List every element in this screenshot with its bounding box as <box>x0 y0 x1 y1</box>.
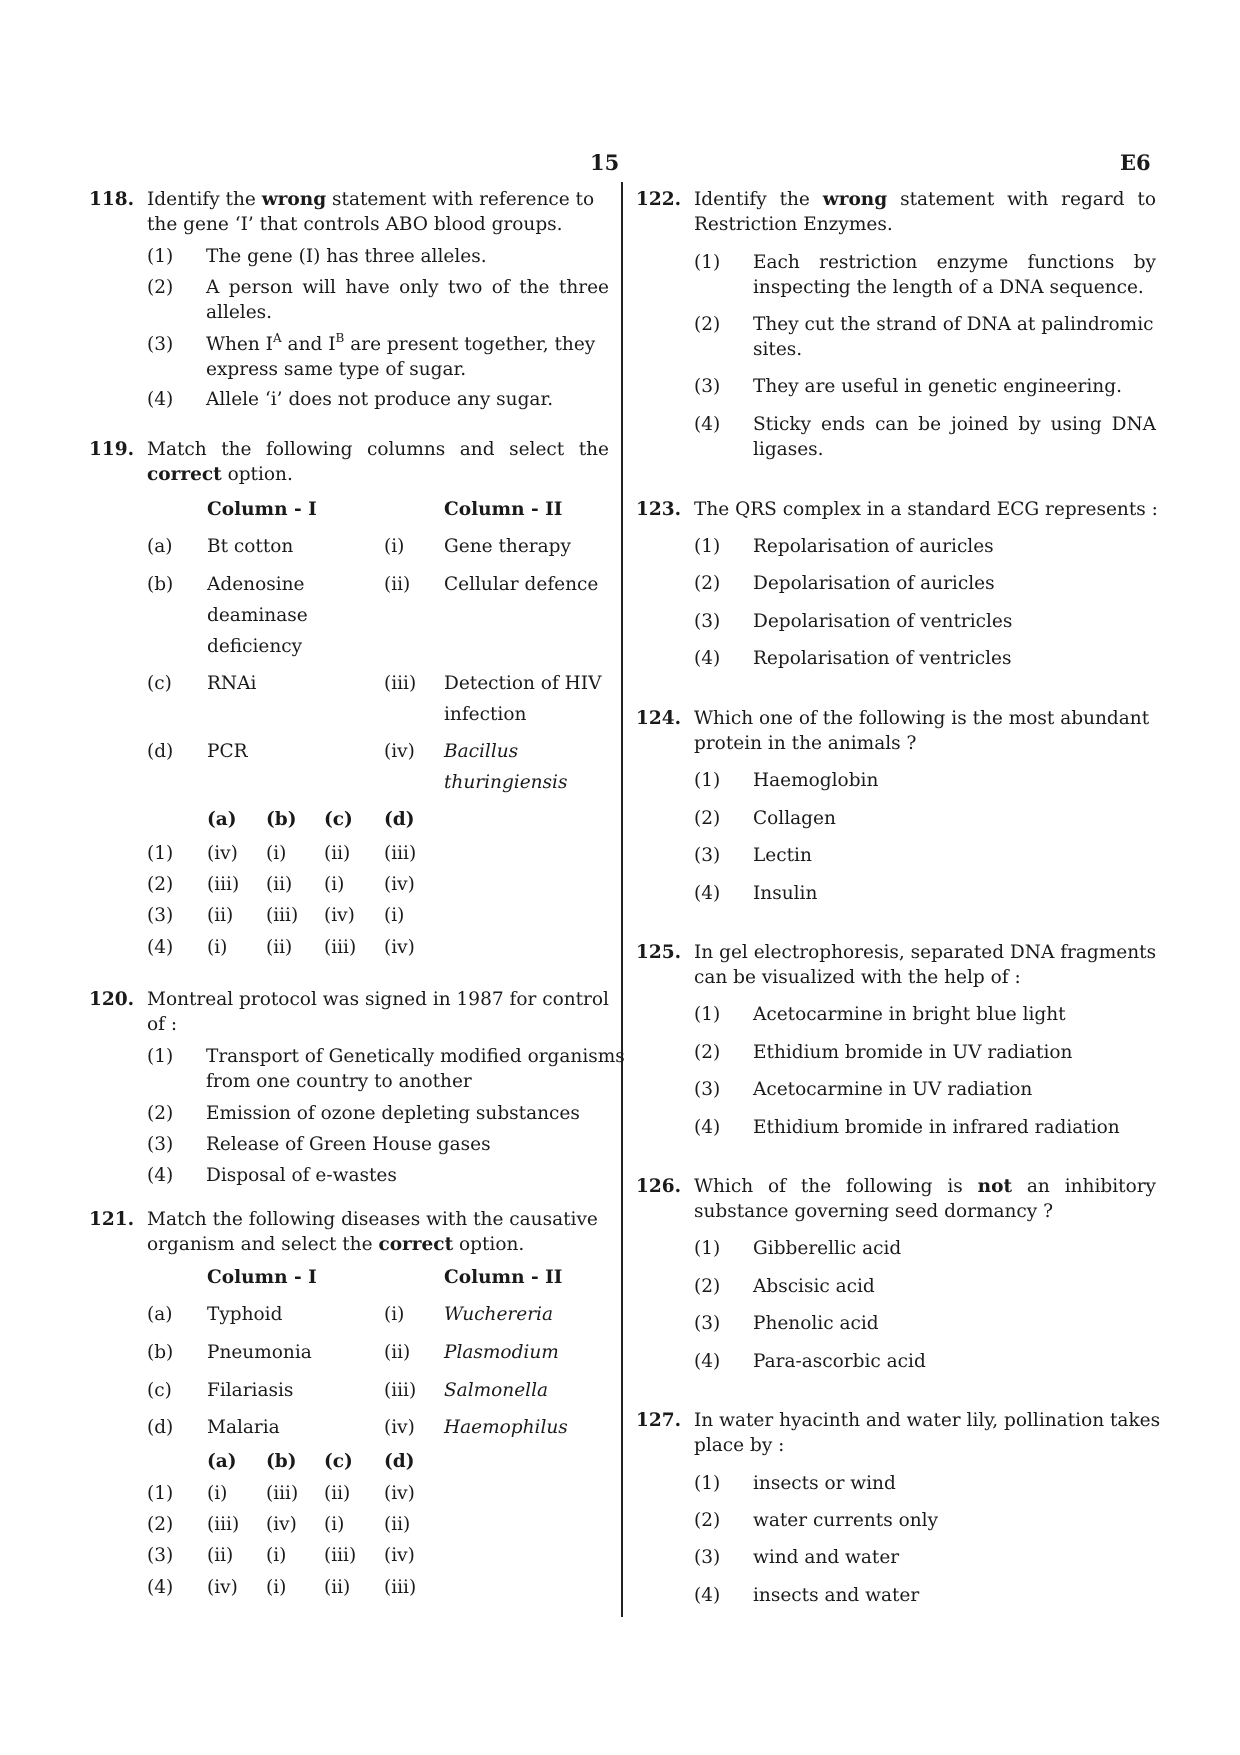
row-numeral: (iii) <box>384 673 417 694</box>
column-2-item: thuringiensis <box>444 772 568 793</box>
question-125: 125. In gel electrophoresis, separated DNA fragments can be visualized with the help of : (1) Acetocarmine in bright blue light (2) Ethidium bromide in UV radiation (3) Acetocarmine in UV radiation (4) Ethidium bromide in infrared radiation <box>636 942 1157 1138</box>
emphasis: not <box>977 1176 1013 1197</box>
question-text: In water hyacinth and water lily, pollination takes place by : <box>694 1410 1161 1456</box>
column-2-item: Wuchereria <box>444 1304 553 1325</box>
column-1-item: deaminase <box>207 605 308 626</box>
question-number: 121. <box>89 1209 135 1230</box>
column-2-header: Column - II <box>444 499 563 520</box>
question-118: 118. Identify the wrong statement with reference to the gene ‘I’ that controls ABO blood groups. (1) The gene (I) has three alleles. (2) A person will have only two of the three alleles. (3) When $I^A$ and $I^B$ are present together, they express same type of sugar. (4) Allele ‘i’ does not produce any sugar. <box>89 189 609 410</box>
answer-header: (c) <box>324 809 353 830</box>
answer-header: (a) <box>207 1451 237 1472</box>
question-number: 123. <box>636 499 682 520</box>
question-127: 127. In water hyacinth and water lily, pollination takes place by : (1) insects or wind (2) water currents only (3) wind and water (4) insects and water <box>636 1410 1161 1606</box>
row-key: (d) <box>147 1417 174 1438</box>
column-1-item: deficiency <box>207 636 303 657</box>
emphasis: correct <box>378 1234 454 1255</box>
emphasis: correct <box>147 464 222 485</box>
question-text: Which one of the following is the most abundant protein in the animals ? <box>694 708 1150 754</box>
column-1-item: Typhoid <box>207 1304 283 1325</box>
answer-header: (a) <box>207 809 237 830</box>
row-numeral: (i) <box>384 536 405 557</box>
question-121: 121. Match the following diseases with the causative organism and select the correct option. Column - I Column - II (a) Typhoid (i) Wuchereria (b) Pneumonia (ii) Plasmodium (c) Filariasis (iii) Salmonella (d) Malaria (iv) Haemophilus (a) (b) (c) (d) (1) (i) (iii) (ii) (iv) (2) (iii) (iv) (i) (ii) (3) (ii) (i) (iii) (iv) (4) (iv) (i) (ii) (iii) <box>89 1207 609 1607</box>
row-numeral: (iv) <box>384 741 415 762</box>
column-1-header: Column - I <box>207 1267 317 1288</box>
column-2-header: Column - II <box>444 1267 563 1288</box>
question-number: 119. <box>89 439 135 460</box>
row-numeral: (i) <box>384 1304 405 1325</box>
question-text: Identify the wrong statement with regard to Restriction Enzymes. <box>694 189 1156 235</box>
column-2-item: Haemophilus <box>444 1417 568 1438</box>
column-1-item: Malaria <box>207 1417 280 1438</box>
page-number: 15 <box>590 150 620 175</box>
column-1-item: RNAi <box>207 673 257 694</box>
question-number: 122. <box>636 189 682 210</box>
column-1-item: Bt cotton <box>207 536 294 557</box>
question-number: 126. <box>636 1176 682 1197</box>
question-text: Match the following columns and select the correct option. <box>147 439 609 485</box>
question-text: Which of the following is not an inhibitory substance governing seed dormancy ? <box>694 1176 1157 1222</box>
question-number: 118. <box>89 189 135 210</box>
question-119: 119. Match the following columns and select the correct option. Column - I Column - II (a) Bt cotton (i) Gene therapy (b) Adenosine deaminase deficiency (ii) Cellular defence (c) RNAi (iii) Detection of HIV infection (d) PCR (iv) Bacillus thuringiensis (a) (b) (c) (d) (1) (iv) (i) (ii) (iii) (2) (iii) (ii) (i) (iv) (3) (ii) (iii) (iv) (i) (4) (i) (ii) (iii) (iv) <box>89 439 609 958</box>
row-key: (b) <box>147 574 174 595</box>
question-number: 125. <box>636 942 682 963</box>
row-key: (c) <box>147 1380 172 1401</box>
answer-header: (b) <box>266 809 297 830</box>
emphasis: wrong <box>822 189 888 210</box>
column-1-item: Filariasis <box>207 1380 294 1401</box>
column-2-item: Plasmodium <box>444 1342 559 1363</box>
question-number: 120. <box>89 989 135 1010</box>
row-key: (a) <box>147 1304 173 1325</box>
row-key: (c) <box>147 673 172 694</box>
column-1-item: Pneumonia <box>207 1342 312 1363</box>
question-124: 124. Which one of the following is the most abundant protein in the animals ? (1) Haemoglobin (2) Collagen (3) Lectin (4) Insulin <box>636 706 1156 906</box>
question-text: Montreal protocol was signed in 1987 for control of : <box>147 989 609 1035</box>
question-number: 124. <box>636 708 682 729</box>
question-text: The QRS complex in a standard ECG represents : <box>694 499 1158 520</box>
row-key: (a) <box>147 536 173 557</box>
question-text: In gel electrophoresis, separated DNA fragments can be visualized with the help of : <box>694 942 1157 988</box>
answer-header: (c) <box>324 1451 353 1472</box>
question-126: 126. Which of the following is not an inhibitory substance governing seed dormancy ? (1) Gibberellic acid (2) Abscisic acid (3) Phenolic acid (4) Para-ascorbic acid <box>636 1176 1157 1372</box>
column-2-item: Salmonella <box>444 1380 549 1401</box>
answer-header: (d) <box>384 1451 415 1472</box>
row-numeral: (iv) <box>384 1417 415 1438</box>
column-2-item: Gene therapy <box>444 536 571 557</box>
answer-header: (b) <box>266 1451 297 1472</box>
row-numeral: (ii) <box>384 574 411 595</box>
question-text: Identify the wrong statement with reference to the gene ‘I’ that controls ABO blood groups. <box>147 189 595 235</box>
answer-header: (d) <box>384 809 415 830</box>
column-divider <box>621 182 623 1617</box>
row-numeral: (iii) <box>384 1380 417 1401</box>
column-1-item: PCR <box>207 741 248 762</box>
paper-code: E6 <box>1120 150 1151 175</box>
row-key: (d) <box>147 741 174 762</box>
question-122: 122. Identify the wrong statement with regard to Restriction Enzymes. (1) Each restriction enzyme functions by inspecting the length of a DNA sequence. (2) They cut the strand of DNA at palindromic sites. (3) They are useful in genetic engineering. (4) Sticky ends can be joined by using DNA ligases. <box>636 189 1156 460</box>
column-1-item: Adenosine <box>207 574 305 595</box>
row-numeral: (ii) <box>384 1342 411 1363</box>
question-123: 123. The QRS complex in a standard ECG represents : (1) Repolarisation of auricles (2) Depolarisation of auricles (3) Depolarisation of ventricles (4) Repolarisation of ventricles <box>636 499 1158 669</box>
emphasis: wrong <box>261 189 327 210</box>
column-2-item: Cellular defence <box>444 574 599 595</box>
question-number: 127. <box>636 1410 682 1431</box>
column-2-item: Detection of HIV <box>444 673 602 694</box>
row-key: (b) <box>147 1342 174 1363</box>
question-text: Match the following diseases with the causative organism and select the correct option. <box>147 1209 598 1255</box>
column-2-item: infection <box>444 704 527 725</box>
column-1-header: Column - I <box>207 499 317 520</box>
question-120: 120. Montreal protocol was signed in 1987 for control of : (1) Transport of Genetically modified organisms from one country to another (2) Emission of ozone depleting substances (3) Release of Green House gases (4) Disposal of e-wastes <box>89 989 625 1186</box>
column-2-item: Bacillus <box>444 741 519 762</box>
